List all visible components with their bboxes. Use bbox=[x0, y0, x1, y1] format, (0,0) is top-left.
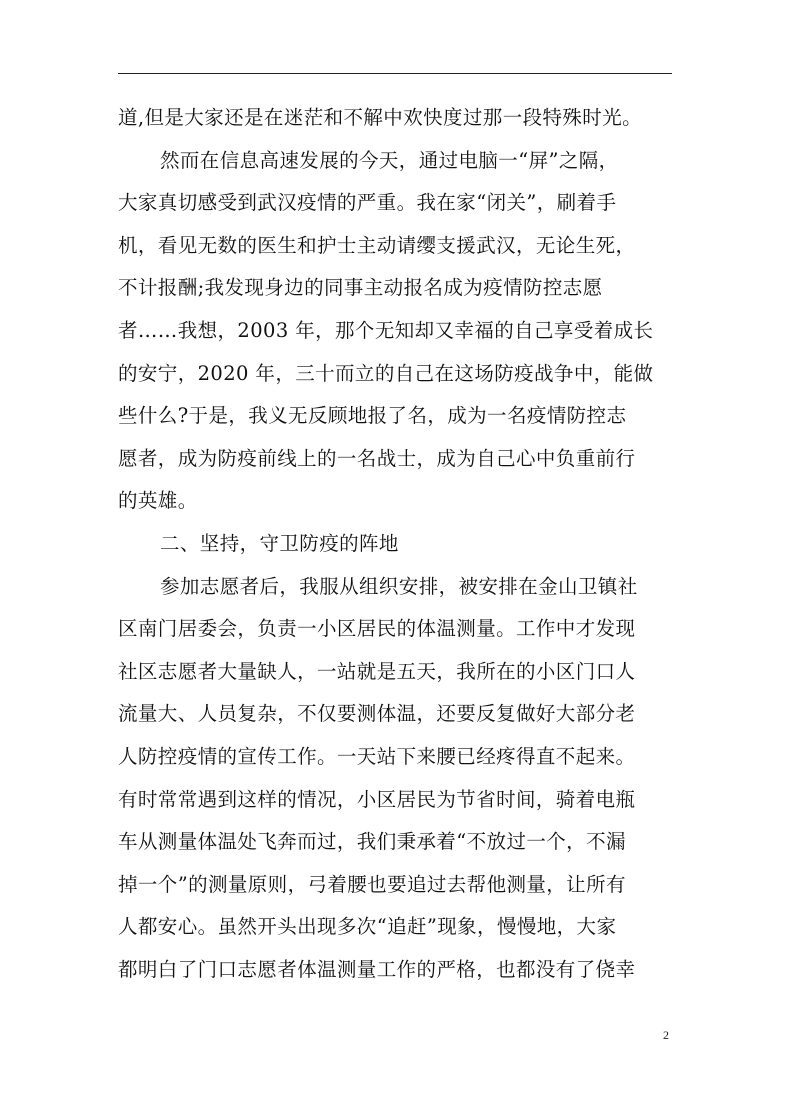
page-number: 2 bbox=[663, 1028, 669, 1042]
text-line: 者……我想，2003 年，那个无知却又幸福的自己享受着成长 bbox=[118, 318, 654, 342]
text-line: 有时常常遇到这样的情况，小区居民为节省时间，骑着电瓶 bbox=[118, 787, 636, 811]
text-line: 都明白了门口志愿者体温测量工作的严格，也都没有了侥幸 bbox=[118, 957, 636, 981]
text-line: 愿者，成为防疫前线上的一名战士，成为自己心中负重前行 bbox=[118, 446, 636, 470]
text-line: 些什么?于是，我义无反顾地报了名，成为一名疫情防控志 bbox=[118, 404, 627, 428]
text-line: 大家真切感受到武汉疫情的严重。我在家“闭关”，刷着手 bbox=[118, 191, 617, 215]
body-text bbox=[118, 97, 684, 991]
text-line: 道,但是大家还是在迷茫和不解中欢快度过那一段特殊时光。 bbox=[118, 106, 642, 129]
text-line: 流量大、人员复杂，不仅要测体温，还要反复做好大部分老 bbox=[118, 702, 636, 726]
text-line: 车从测量体温处飞奔而过，我们秉承着“不放过一个，不漏 bbox=[118, 830, 626, 854]
text-line: 的安宁，2020 年，三十而立的自己在这场防疫战争中，能做 bbox=[118, 361, 654, 385]
text-line: 人都安心。虽然开头出现多次“追赶”现象，慢慢地，大家 bbox=[118, 915, 617, 939]
text-line: 然而在信息高速发展的今天，通过电脑一“屏”之隔， bbox=[160, 148, 619, 172]
text-line: 掉一个”的测量原则，弓着腰也要追过去帮他测量，让所有 bbox=[118, 872, 626, 896]
text-line: 区南门居委会，负责一小区居民的体温测量。工作中才发现 bbox=[118, 617, 636, 641]
text-line: 机，看见无数的医生和护士主动请缨支援武汉，无论生死， bbox=[118, 233, 636, 257]
header-rule bbox=[118, 73, 672, 74]
text-line: 参加志愿者后，我服从组织安排，被安排在金山卫镇社 bbox=[160, 574, 638, 598]
text-line: 社区志愿者大量缺人，一站就是五天，我所在的小区门口人 bbox=[118, 659, 636, 683]
text-line: 人防控疫情的宣传工作。一天站下来腰已经疼得直不起来。 bbox=[118, 744, 636, 768]
text-line: 不计报酬;我发现身边的同事主动报名成为疫情防控志愿 bbox=[118, 276, 603, 300]
text-line: 的英雄。 bbox=[118, 489, 198, 513]
text-line: 二、坚持，守卫防疫的阵地 bbox=[160, 531, 399, 555]
